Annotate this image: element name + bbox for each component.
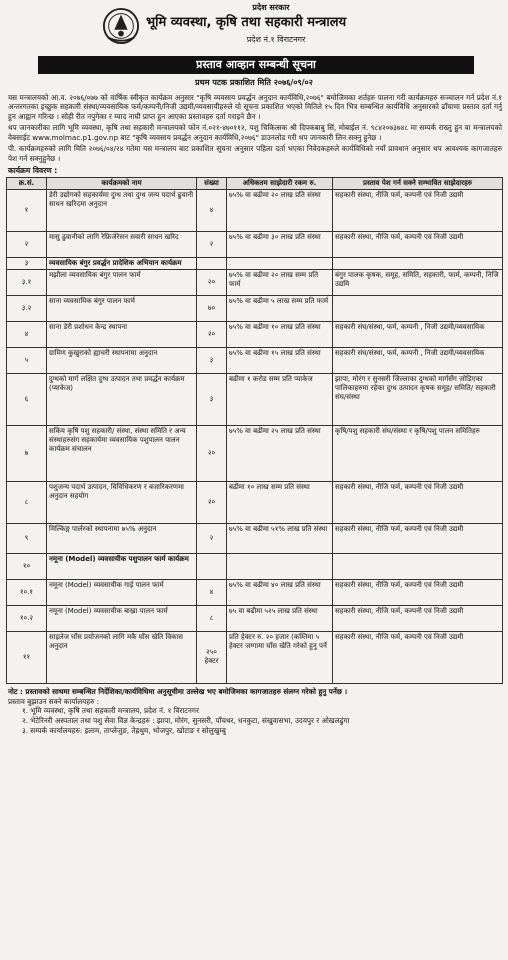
row-serial: १०.२	[7, 605, 47, 631]
program-name: मासु ढुवानीको लागि रेफ्रिजेरेसन सवारी साधन खरिद	[47, 231, 197, 257]
eligible-partners: सहकारी संस्था, नीजि फर्म, कम्पनी एवं निजी उद्यमी	[333, 523, 503, 553]
row-serial: ७	[7, 425, 47, 481]
eligible-partners: सहकारी संघ/संस्था, फर्म, कम्पनी , निजी उद्यमी/व्यवसायिक	[333, 321, 503, 347]
table-row	[7, 553, 503, 579]
eligible-partners: सहकारी संस्था, नीजि फर्म, कम्पनी एवं निजी उद्यमी	[333, 231, 503, 257]
table-row	[7, 295, 503, 321]
eligible-partners: झापा, मोरंग र सुनसरी जिल्लाका दुग्धको मार्गसँग जोडिएका पालिकाहरुमा रहेका दुग्ध उत्पादन कृषक समूह/ समिति/ सहकारी संघ/संस्था	[333, 373, 503, 425]
eligible-partners: सहकारी संस्था, नीजि फर्म, कम्पनी एवं निजी उद्यमी	[333, 579, 503, 605]
table-row	[7, 269, 503, 295]
max-amount: बढीमा १ करोड सम्म प्रति प्याकेज	[227, 373, 333, 425]
eligible-partners	[333, 553, 503, 579]
max-amount: ७५% वा बढीमा २० लाख सम्म प्रति फार्म	[227, 269, 333, 295]
program-count: ४	[197, 189, 227, 231]
paragraph-contact: थप जानकारीका लागि भूमि व्यवस्था, कृषि तथा सहकारी मन्त्रालयको फोन नं.०२१-४७०११२, पशु चिकित्सक श्री दिपकबाबु सिं, मोबाईल नं. ९८४२०७३७४८ मा सम्पर्क राख्नु हुन वा मन्त्रालयको वेबसाईट www.molmac.p1.gov.np बाट "कृषि व्यवसाय प्रवर्द्धन अनुदान कार्यविधि,२०७६" डाउनलोड गरी थप जानकारी लिन सक्नु हुनेछ ।	[8, 123, 502, 142]
table-row	[7, 523, 503, 553]
max-amount: ७५% वा बढीमा २० लाख प्रति संस्था	[227, 189, 333, 231]
program-count: २०	[197, 425, 227, 481]
program-name: डेरी उद्योगको सहकार्यमा दुग्ध तथा दुग्ध जन्य पदार्थ ढुवानी साधन खरिदमा अनुदान	[47, 189, 197, 231]
row-serial: १०.१	[7, 579, 47, 605]
eligible-partners: सहकारी संस्था, नीजि फर्म, कम्पनी एवं निजी उद्यमी	[333, 481, 503, 523]
program-count: ४	[197, 579, 227, 605]
table-row	[7, 481, 503, 523]
max-amount: ७५% वा बढीमा ५१% लाख प्रति संस्था	[227, 523, 333, 553]
program-name: मझौला व्यवसायिक बंगुर पालन फार्म	[47, 269, 197, 295]
max-amount: प्रति हेक्टर रु. २० हजार (कम्तिमा ५ हेक्टर जग्गामा घाँस खेति गरेको हुनु पर्ने	[227, 631, 333, 683]
program-name: नमूना (Model) व्यवसायीक बाख्रा पालन फार्म	[47, 605, 197, 631]
table-row	[7, 189, 503, 231]
column-header: संख्या	[197, 177, 227, 189]
table-row	[7, 631, 503, 683]
program-label: कार्यक्रम विवरण :	[8, 166, 58, 176]
table-row	[7, 347, 503, 373]
program-name: साइलेज घाँस प्रयोजनको लागि मकै घाँस खेति विकास अनुदान	[47, 631, 197, 683]
ministry-location: प्रदेश नं.१ विराटनगर	[246, 35, 306, 45]
notes-section	[8, 687, 502, 736]
program-count: ८	[197, 605, 227, 631]
row-serial: ११	[7, 631, 47, 683]
program-name: सकिय कृषि पशु सहकारी/ संस्था, संस्था समिति र अन्य संस्थाहरुसंग सहकार्यमा व्यवसायिक पशुपालन पालन कार्यक्रम संचालन	[47, 425, 197, 481]
program-table	[6, 177, 503, 684]
row-serial: ३.१	[7, 269, 47, 295]
program-count: ३	[197, 347, 227, 373]
ministry-name: भूमि व्यवस्था, कृषि तथा सहकारी मन्त्रालय	[146, 15, 347, 30]
row-serial: ४	[7, 321, 47, 347]
row-serial: ३.२	[7, 295, 47, 321]
program-count: ३	[197, 373, 227, 425]
program-count: २०	[197, 481, 227, 523]
office-item: १. भूमि व्यवस्था, कृषि तथा सहकारी मन्त्रालय, प्रदेश नं. १ विराटनगर	[22, 706, 199, 716]
eligible-partners: सहकारी संस्था, नीजि फर्म, कम्पनी एवं निजी उद्यमी	[333, 605, 503, 631]
max-amount: ७५% वा बढीमा २५ लाख प्रति संस्था	[227, 425, 333, 481]
program-name: साना डेरी प्रशोधन केन्द्र स्थापना	[47, 321, 197, 347]
eligible-partners	[333, 295, 503, 321]
max-amount: ७५% वा बढीमा ५ लाख सम्म प्रति फार्म	[227, 295, 333, 321]
program-name: नमूना (Model) व्यवसायीक पशुपालन फार्म कार्यक्रम	[47, 553, 197, 579]
eligible-partners: सहकारी संघ/संस्था, फर्म, कम्पनी , निजी उद्यमी/व्यवसायिक	[333, 347, 503, 373]
row-serial: २	[7, 231, 47, 257]
program-name: पशुजन्य पदार्थ उत्पादन, विविधिकरण र बजारिकरणमा अनुदान सहयोग	[47, 481, 197, 523]
table-row	[7, 373, 503, 425]
max-amount: ७५% वा बढीमा ३० लाख प्रति संस्था	[227, 231, 333, 257]
office-item: २. भेटेरिनरी अस्पताल तथा पशु सेवा विज्ञ केन्द्रहरु : झापा, मोरंग, सुनसरी, पाँचथर, धनकुटा, संखुवासभा, उदयपुर र ओखलढुंगा	[22, 715, 350, 725]
row-serial: १०	[7, 553, 47, 579]
column-header: प्रस्ताव पेश गर्न सक्ने सम्भावित साझेदारहरु	[333, 177, 503, 189]
program-name: ग्रामिण कुखुराको ह्याचरी स्थापनामा अनुदान	[47, 347, 197, 373]
paragraph-intro: यस मन्त्रालयको आ.व. २०७६/०७७ को वार्षिक स्वीकृत कार्यक्रम अनुसार "कृषि व्यवसाय प्रवर्द्धन अनुदान कार्यविधि,२०७६" बमोजिमका शर्तहरु पालना गरी कार्यक्रमहरु सञ्चालन गर्न प्रदेश नं.१ अन्तरगतका इच्छुक सहकारी संस्था/व्यवसायिक फर्म/कम्पनी/निजी उद्यमी/व्यवसायीहरुले यो सूचना प्रकाशित भएको मितिले १५ दिन भित्र सम्बन्धित कार्यविधि अनुसारको ढाँचामा प्रस्ताव दर्ता गर्नु हुन आह्वान गरिन्छ । सोही रीत नपुगेका र म्याद नाघी प्राप्त हुन आएका प्रस्तावहरु दर्ता गराइने छैन ।	[8, 92, 502, 121]
table-row	[7, 605, 503, 631]
office-item: ३. सम्पर्क कार्यालयहरु: इलाम, ताप्लेजुङ, तेह्रथुम, भोजपुर, खोटाङ र सोलुखुम्बु	[22, 725, 226, 735]
table-header-row	[7, 177, 503, 189]
eligible-partners: कृषि/पशु सहकारी संघ/संस्था र कृषि/पशु पालन समितिहरु	[333, 425, 503, 481]
column-header: क्र.सं.	[7, 177, 47, 189]
program-count: २	[197, 523, 227, 553]
max-amount	[227, 257, 333, 269]
table-row	[7, 231, 503, 257]
eligible-partners: सहकारी संस्था, नीजि फर्म, कम्पनी एवं निजी उद्यमी	[333, 631, 503, 683]
paragraph-previous: पी. कार्यक्रमहरुको लागि मिति २०७६/०४/२४ गतेमा यस मन्त्रालय बाट प्रकाशित सूचना अनुसार पहिला दर्ता भएका निवेदकहरुले कार्यविधिको नयाँ प्रावधान अनुसार थप आवश्यक कागजातहरु पेश गर्न सक्नुहुनेछ ।	[8, 144, 502, 163]
max-amount: ७५ वा बढीमा ५२५ लाख प्रति संस्था	[227, 605, 333, 631]
program-count	[197, 257, 227, 269]
offices-label: प्रस्ताव बुझाउन सक्ने कार्यालयहरु :	[8, 696, 100, 706]
program-name: व्यवसायिक बंगुर प्रवर्द्धन प्रादेशिक अभियान कार्यक्रम	[47, 257, 197, 269]
program-name: नमूना (Model) व्यवसायीक गाई पालन फार्म	[47, 579, 197, 605]
max-amount: ७५% वा बढीमा १० लाख प्रति संस्था	[227, 321, 333, 347]
program-name: मिल्किङ्ग पार्लरको स्थापनामा ७५% अनुदान	[47, 523, 197, 553]
table-row	[7, 321, 503, 347]
offices-list	[22, 706, 502, 735]
row-serial: ६	[7, 373, 47, 425]
table-row	[7, 257, 503, 269]
program-count: २०	[197, 269, 227, 295]
max-amount: ७५% वा बढीमा १५ लाख प्रति संस्था	[227, 347, 333, 373]
row-serial: ५	[7, 347, 47, 373]
table-row	[7, 425, 503, 481]
note-text: नोट : प्रस्तावको साथमा सम्बन्धित निर्देशिका/कार्यविधिमा अनुसूचीमा उल्लेख भए बमोजिमका कागजातहरु संलग्न गरेको हुनु पर्नेछ ।	[8, 686, 348, 696]
program-count	[197, 553, 227, 579]
program-count: ७०	[197, 295, 227, 321]
column-header: कार्यक्रमको नाम	[47, 177, 197, 189]
eligible-partners: सहकारी संस्था, नीजि फर्म, कम्पनी एवं निजी उद्यमी	[333, 189, 503, 231]
program-count: २०	[197, 321, 227, 347]
notice-page	[4, 0, 504, 735]
program-count: २	[197, 231, 227, 257]
max-amount	[227, 553, 333, 579]
program-count: २५० हेक्टर	[197, 631, 227, 683]
row-serial: ९	[7, 523, 47, 553]
government-label: प्रदेश सरकार	[252, 3, 290, 12]
row-serial: १	[7, 189, 47, 231]
table-row	[7, 579, 503, 605]
published-date: प्रथम पटक प्रकाशित मिति २०७६/०९/०२	[195, 77, 313, 87]
row-serial: ३	[7, 257, 47, 269]
header	[4, 0, 504, 56]
eligible-partners: बंगुर पालक कृषक, समूह, समिति, सहकारी, फार्म, कम्पनी, निजि उद्यमि	[333, 269, 503, 295]
program-name: साना व्यवसायिक बंगुर पालन फार्म	[47, 295, 197, 321]
max-amount: ७५% वा बढीमा ४० लाख प्रति संस्था	[227, 579, 333, 605]
notice-title: प्रस्ताव आव्हान सम्बन्धी सूचना	[38, 56, 474, 74]
program-name: दुग्धको मार्ग लक्षित दुग्ध उत्पादन तथा प्रवर्द्धन कार्यक्रम (प्याकेज)	[47, 373, 197, 425]
row-serial: ८	[7, 481, 47, 523]
max-amount: बढीमा १० लाख सम्म प्रति संस्था	[227, 481, 333, 523]
column-header: अधिकतम साझेदारी रकम रु.	[227, 177, 333, 189]
eligible-partners	[333, 257, 503, 269]
